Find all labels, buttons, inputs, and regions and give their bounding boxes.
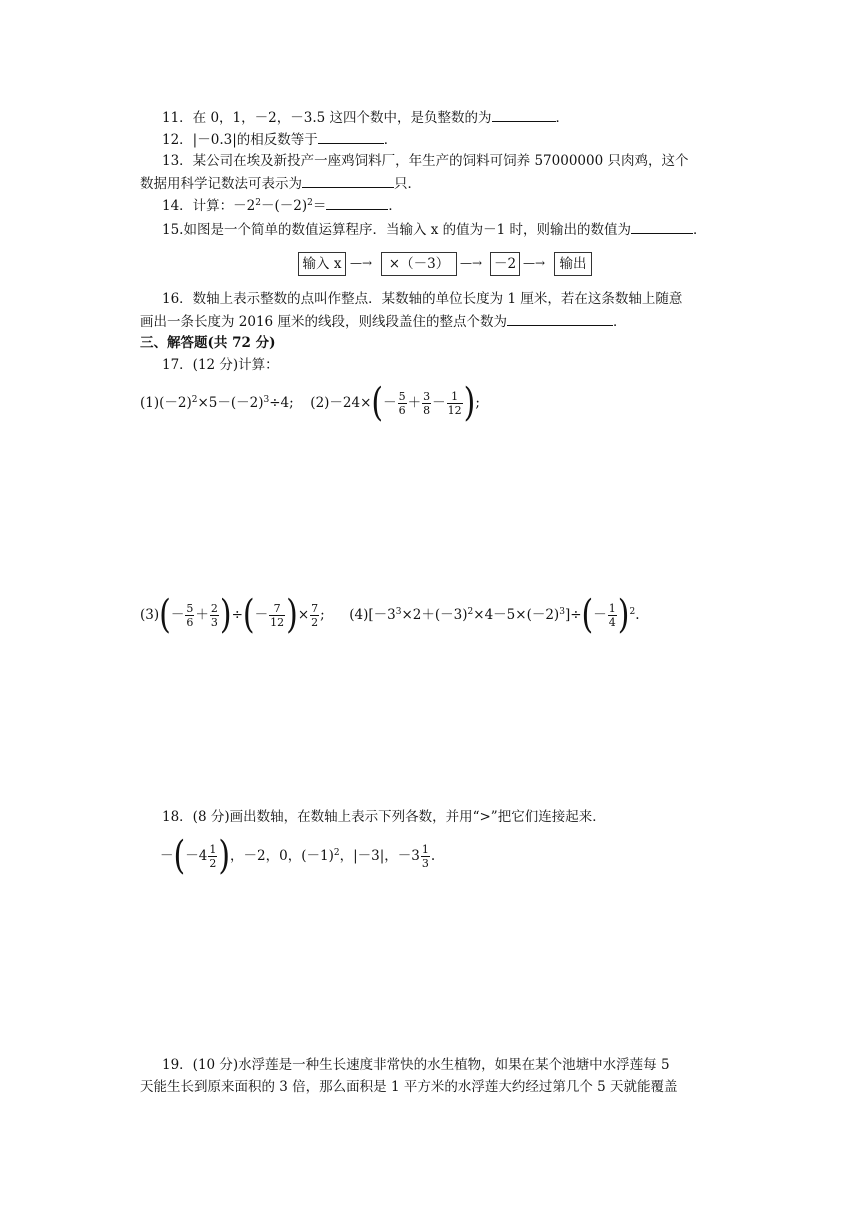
exponent: 2: [191, 395, 198, 405]
question-17-part-1-2: [140, 380, 480, 426]
exponent: 2: [629, 607, 636, 617]
fraction: [421, 843, 430, 870]
question-12-text: 12．|－0.3|的相反数等于: [162, 132, 318, 148]
operator: ＋: [407, 395, 422, 411]
expr: ，－2，0，(－1): [230, 848, 334, 864]
denominator: 8: [423, 404, 431, 417]
question-16-text: 画出一条长度为 2016 厘米的线段，则线段盖住的整点个数为: [140, 314, 507, 330]
denominator: 6: [186, 616, 194, 629]
flow-box-multiply: ×（－3）: [381, 252, 457, 276]
left-paren: (: [581, 592, 594, 638]
expr: －(－2): [261, 198, 308, 214]
punct: ．: [612, 314, 627, 330]
fraction: [398, 390, 407, 417]
numerator: 2: [210, 602, 218, 615]
answer-blank: [302, 174, 394, 188]
punct: .: [635, 607, 640, 623]
right-paren: ): [463, 380, 476, 426]
answer-blank: [318, 130, 384, 144]
right-paren: ): [617, 592, 630, 638]
punct: ;: [475, 395, 480, 411]
flow-box-input: 输入 x: [298, 252, 346, 276]
question-13-line-2: [140, 174, 421, 193]
fraction: [269, 602, 285, 629]
expr: ＝: [312, 198, 327, 214]
question-18-title: 18．(8 分)画出数轴，在数轴上表示下列各数，并用“>”把它们连接起来．: [162, 809, 606, 825]
punct: ．: [383, 132, 398, 148]
denominator: 3: [210, 616, 218, 629]
numerator: 1: [209, 843, 217, 856]
expr: (4)[－3: [349, 607, 396, 623]
fraction: [185, 602, 194, 629]
answer-blank: [507, 312, 613, 326]
question-15-text: 15.如图是一个简单的数值运算程序．当输入 x 的值为－1 时，则输出的数值为: [162, 222, 632, 238]
question-17-title: 17．(12 分)计算：: [162, 357, 279, 373]
arrow-icon: —→: [350, 256, 373, 270]
operator: －: [383, 395, 397, 411]
question-19-line-1: 19．(10 分)水浮莲是一种生长速度非常快的水生植物，如果在某个池塘中水浮莲每 5: [162, 1057, 670, 1073]
punct: ．: [555, 110, 569, 126]
question-14: [162, 196, 402, 215]
right-paren: ): [219, 592, 232, 638]
exponent: 2: [307, 198, 313, 208]
fraction: [447, 390, 463, 417]
numerator: 5: [398, 390, 406, 403]
numerator: 3: [423, 390, 431, 403]
question-17-part-3-4: [140, 592, 640, 638]
exponent: 3: [559, 607, 565, 617]
punct: 只．: [394, 176, 421, 192]
denominator: 6: [398, 404, 406, 417]
fraction: [422, 390, 431, 417]
whole-number: －4: [185, 848, 208, 864]
punct: ．: [388, 198, 402, 214]
denominator: 2: [209, 857, 217, 870]
numerator: 7: [311, 602, 319, 615]
numerator: 7: [273, 602, 281, 615]
numerator: 1: [608, 602, 616, 615]
denominator: 12: [270, 616, 285, 629]
question-11-text: 11．在 0，1，－2，－3.5 这四个数中，是负整数的为: [162, 110, 492, 126]
operator: －: [432, 395, 446, 411]
expr: ，|－3|，－3: [339, 848, 420, 864]
denominator: 12: [447, 404, 462, 417]
answer-blank: [326, 196, 388, 210]
arrow-icon: —→: [460, 256, 483, 270]
section-heading: 三、解答题(共 72 分): [140, 335, 276, 351]
question-19-line-2: 天能生长到原来面积的 3 倍，那么面积是 1 平方米的水浮莲大约经过第几个 5 天就能覆盖: [140, 1079, 678, 1095]
expr: (3): [140, 607, 160, 623]
operator: ÷: [231, 607, 243, 623]
expr: ]÷: [564, 607, 582, 623]
denominator: 4: [608, 616, 616, 629]
exponent: 2: [467, 607, 474, 617]
expr: (2)－24×: [310, 395, 372, 411]
expr: ÷4;: [269, 395, 294, 411]
left-paren: (: [242, 592, 255, 638]
question-16-line-1: 16．数轴上表示整数的点叫作整点．某数轴的单位长度为 1 厘米，若在这条数轴上随意: [162, 291, 683, 307]
numerator: 1: [421, 843, 429, 856]
expr: ×4－5×(－2): [473, 607, 560, 623]
question-18-numbers: [160, 833, 436, 879]
operator: ×: [297, 607, 310, 623]
expr: 14．计算：－2: [162, 198, 256, 214]
operator: ＋: [195, 607, 209, 623]
fraction: [208, 843, 217, 870]
exponent: 2: [255, 198, 262, 208]
flow-box-subtract: －2: [490, 252, 520, 276]
question-13-line-1: 13．某公司在埃及新投产一座鸡饲料厂，年生产的饲料可饲养 57000000 只肉鸡，这个: [162, 153, 689, 169]
numerator: 1: [451, 390, 459, 403]
punct: ．: [693, 222, 707, 238]
punct: .: [430, 848, 436, 864]
operator: －: [254, 607, 269, 623]
exponent: 3: [395, 607, 402, 617]
expr: ×2＋(－3): [401, 607, 468, 623]
answer-blank: [631, 220, 693, 234]
question-13-text: 数据用科学记数法可表示为: [140, 176, 302, 192]
exponent: 3: [263, 395, 270, 405]
left-paren: (: [371, 380, 384, 426]
fraction: [608, 602, 617, 629]
fraction: [210, 602, 219, 629]
operator: －: [170, 607, 185, 623]
answer-blank: [492, 108, 556, 122]
expr: (1)(－2): [140, 395, 192, 411]
arrow-icon: —→: [523, 256, 546, 270]
left-paren: (: [159, 592, 171, 638]
expr: ×5－(－2): [197, 395, 264, 411]
question-12: [162, 130, 397, 149]
exponent: 2: [333, 848, 340, 858]
fraction: [310, 602, 319, 629]
denominator: 3: [421, 857, 429, 870]
flow-box-output: 输出: [554, 252, 592, 276]
right-paren: ): [218, 833, 231, 879]
operator: －: [160, 848, 174, 864]
denominator: 2: [311, 616, 319, 629]
question-15: [162, 220, 707, 239]
right-paren: ): [286, 592, 298, 638]
question-16-line-2: [140, 312, 626, 331]
numerator: 5: [186, 602, 194, 615]
left-paren: (: [173, 833, 186, 879]
punct: ;: [320, 607, 325, 623]
question-11: [162, 108, 569, 127]
operator: －: [593, 607, 607, 623]
